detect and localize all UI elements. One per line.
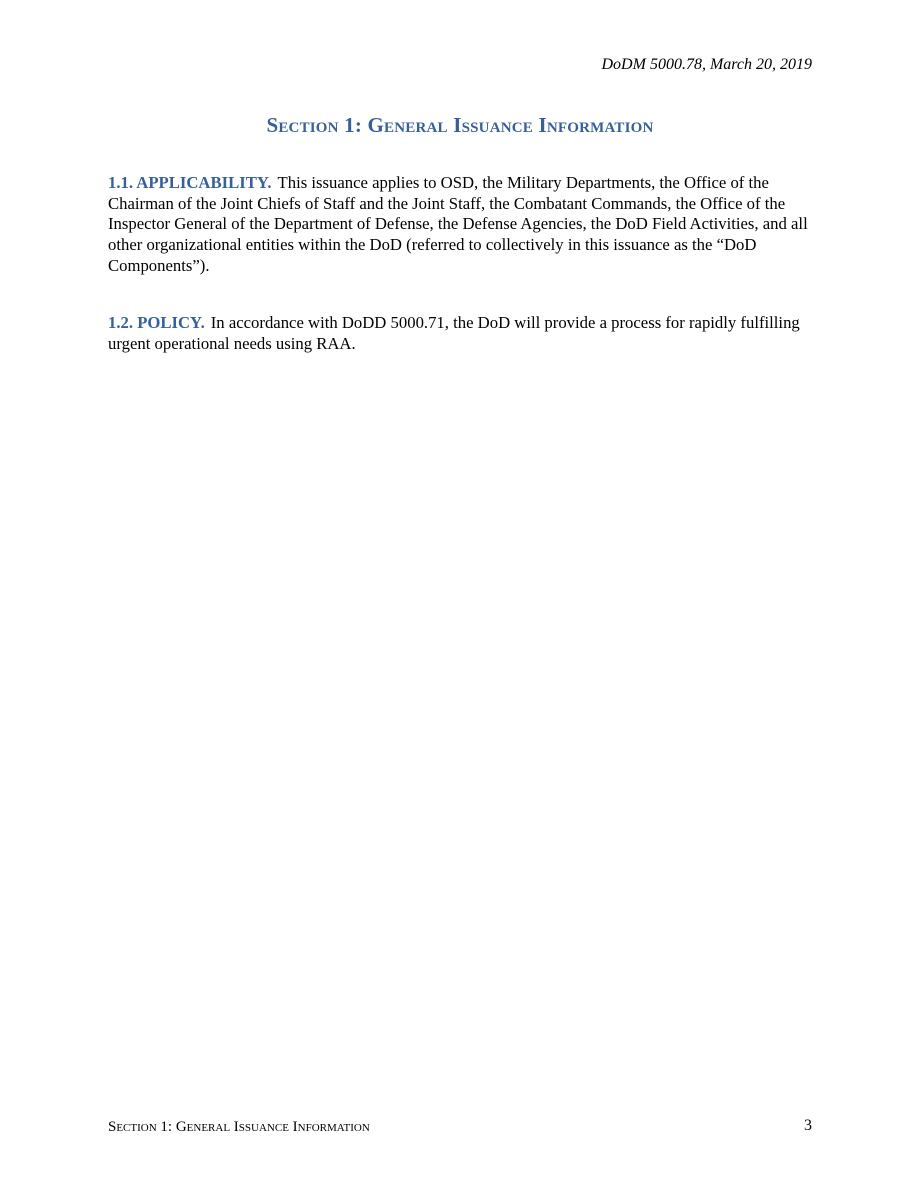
paragraph-label-applicability: 1.1. APPLICABILITY.: [108, 173, 272, 192]
header-reference: DoDM 5000.78, March 20, 2019: [601, 56, 812, 73]
paragraph-text-applicability: This issuance applies to OSD, the Military Departments, the Office of the Chairman of the Joint Chiefs of Staff and the Joint Staff, the Combatant Commands, the Office of the Inspector General of the Department of Defense, the Defense Agencies, the DoD Field Activities, and all other organizational entities within the DoD (referred to collectively in this issuance as the “DoD Components”).: [108, 173, 808, 275]
footer-section-title: Section 1: General Issuance Information: [108, 1119, 370, 1135]
paragraph-policy: [108, 313, 812, 354]
paragraph-text-policy: In accordance with DoDD 5000.71, the DoD will provide a process for rapidly fulfilling urgent operational needs using RAA.: [108, 313, 800, 353]
section-title: Section 1: General Issuance Information: [266, 113, 654, 137]
footer-page-number: 3: [804, 1117, 812, 1134]
paragraph-applicability: [108, 173, 812, 277]
paragraph-label-policy: 1.2. POLICY.: [108, 313, 205, 332]
